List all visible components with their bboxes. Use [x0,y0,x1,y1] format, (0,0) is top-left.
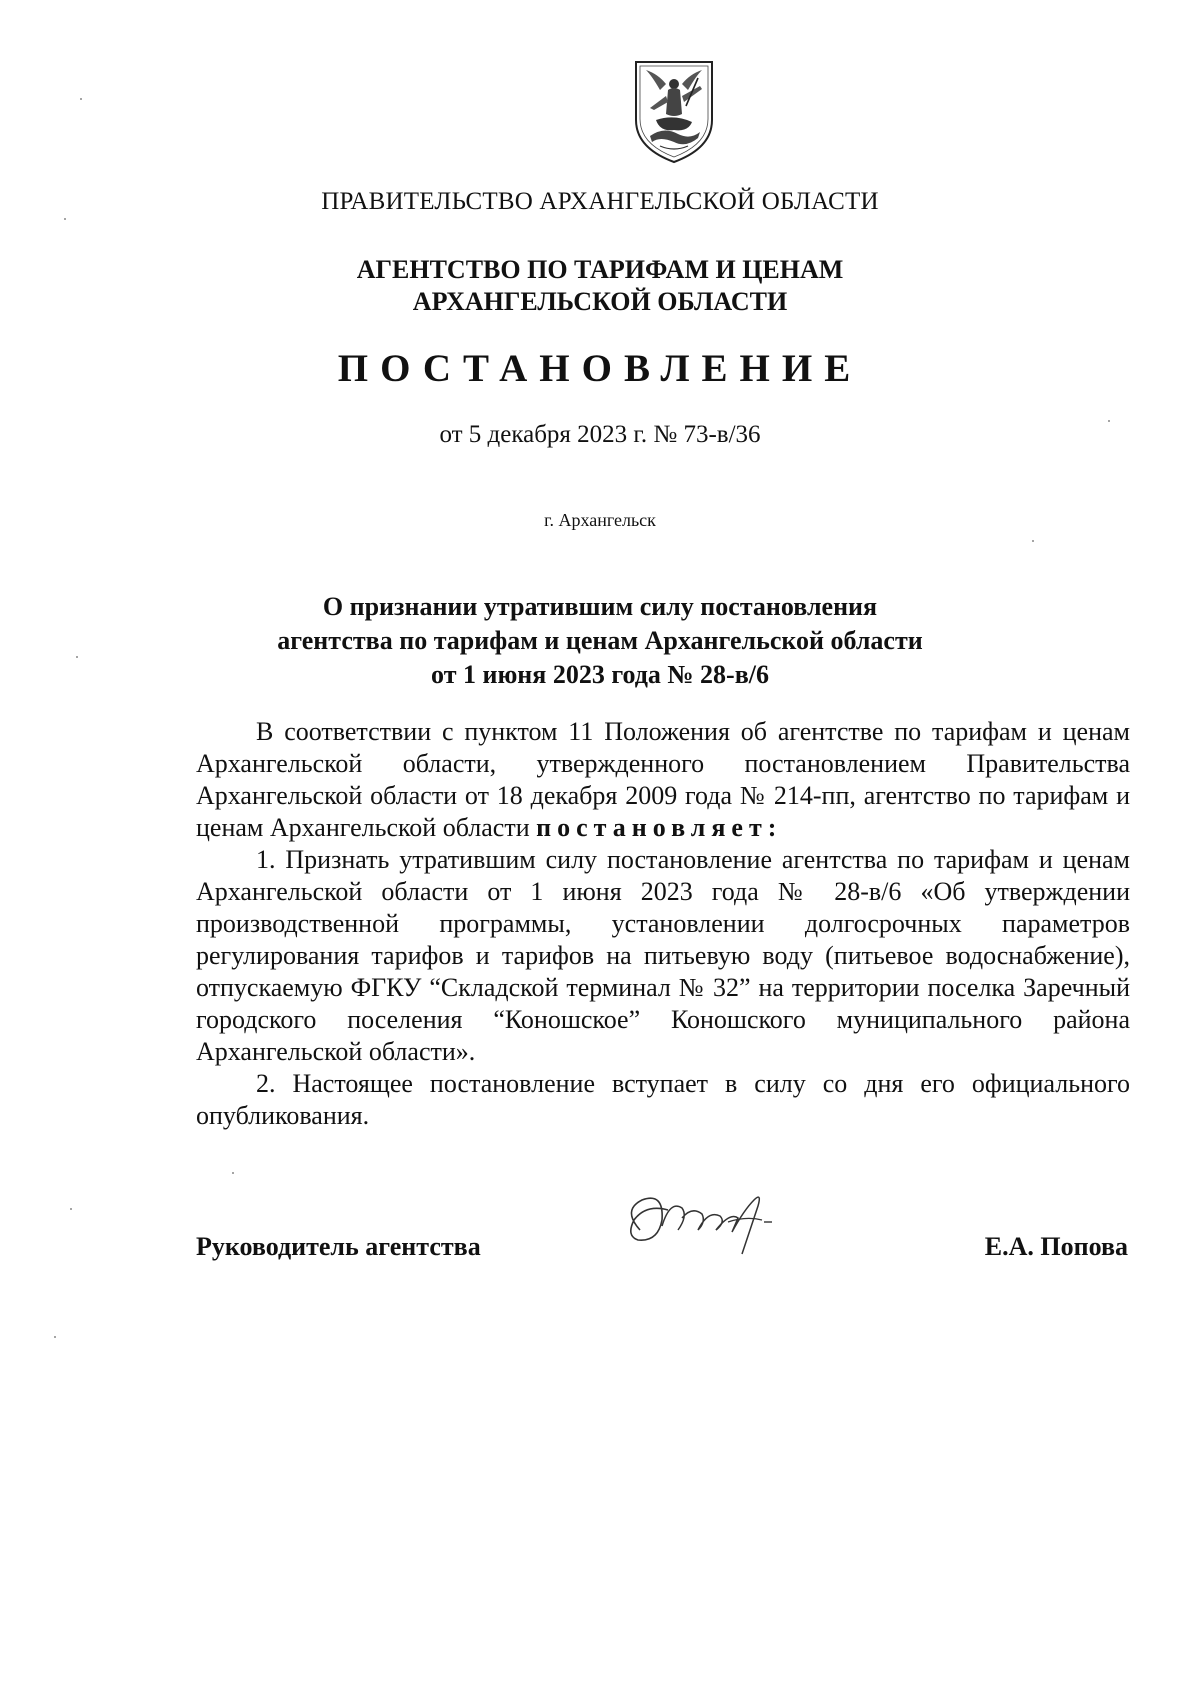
item-1-paragraph: 1. Признать утратившим силу постановление агентства по тарифам и ценам Архангельской области от 1 июня 2023 года № 28-в/6 «Об утверждении производственной программы, установлении долгосрочных параметров регулирования тарифов и тарифов на питьевую воду (питьевое водоснабжение), отпускаемую ФГКУ “Складской терминал № 32” на территории поселка Заречный городского поселения “Коношское” Коношского муниципального района Архангельской области». [196,845,1130,1066]
document-date-number: от 5 декабря 2023 г. № 73-в/36 [439,421,761,448]
agency-heading [0,254,1200,318]
handwritten-signature [612,1170,812,1260]
agency-heading-line1: АГЕНТСТВО ПО ТАРИФАМ И ЦЕНАМ [356,255,844,284]
scan-speck [70,1208,72,1210]
subject-line3: от 1 июня 2023 года № 28-в/6 [431,660,769,689]
document-body [196,716,1130,1132]
coat-of-arms-emblem [630,56,718,166]
government-heading: ПРАВИТЕЛЬСТВО АРХАНГЕЛЬСКОЙ ОБЛАСТИ [321,188,879,215]
subject-line2: агентства по тарифам и ценам Архангельской области [277,626,923,655]
signatory-name: Е.А. Попова [984,1232,1128,1261]
document-type-title: ПОСТАНОВЛЕНИЕ [337,347,863,390]
document-subject [0,590,1200,692]
scan-speck [1108,420,1110,422]
document-city: г. Архангельск [544,510,656,530]
signatory-position: Руководитель агентства [196,1232,481,1261]
preamble-paragraph [196,716,1130,844]
scan-speck [232,1172,234,1174]
scan-speck [80,98,82,100]
scan-speck [1032,540,1034,542]
scan-speck [76,656,78,658]
preamble-text: В соответствии с пунктом 11 Положения об агентстве по тарифам и ценам Архангельской области, утвержденного постановлением Правительства Архангельской области от 18 декабря 2009 года № 214-пп, агентство по тарифам и ценам Архангельской области [196,717,1130,842]
agency-heading-line2: АРХАНГЕЛЬСКОЙ ОБЛАСТИ [412,287,788,316]
decrees-word: постановляет: [536,813,783,842]
subject-line1: О признании утратившим силу постановления [322,592,878,621]
scan-speck [64,218,66,220]
item-2-paragraph: 2. Настоящее постановление вступает в силу со дня его официального опубликования. [196,1069,1130,1130]
scan-speck [54,1336,56,1338]
